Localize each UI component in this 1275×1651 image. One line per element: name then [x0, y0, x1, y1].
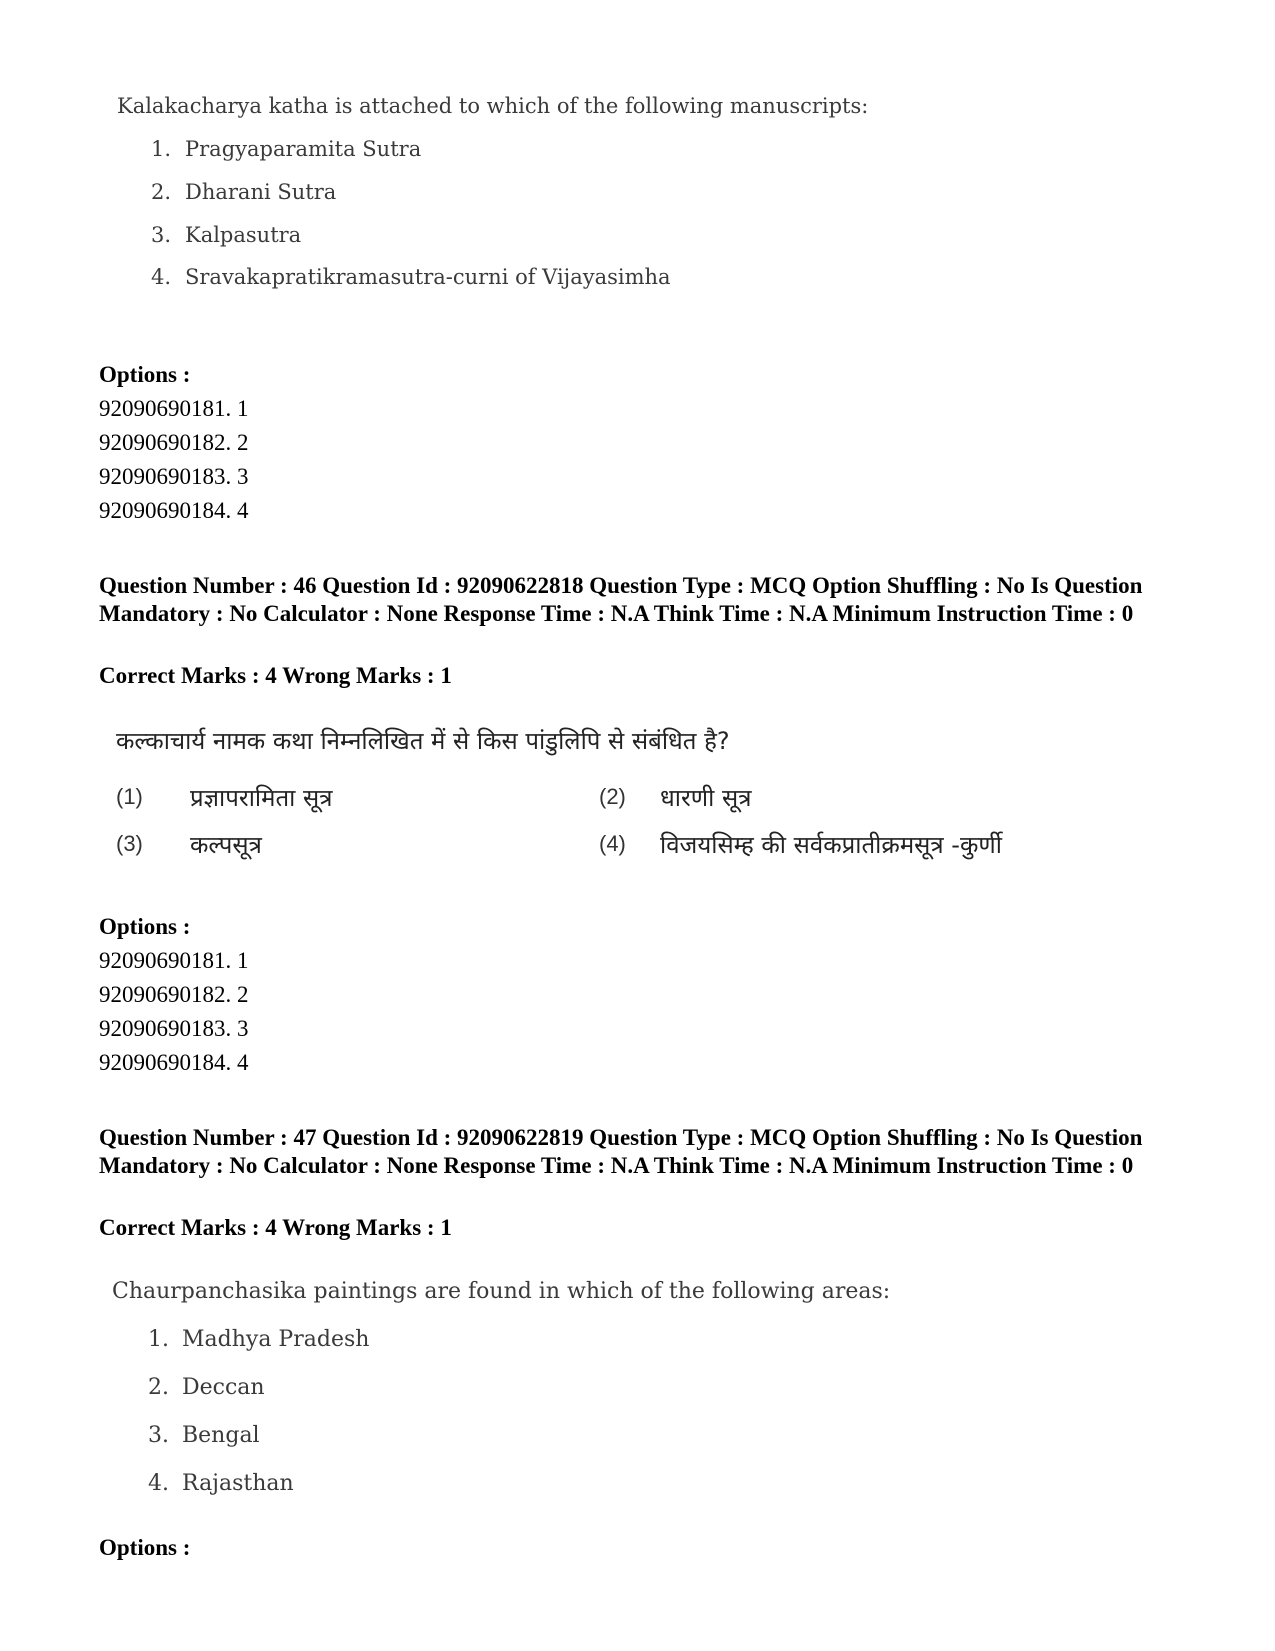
question-45-stem: Kalakacharya katha is attached to which of the following manuscripts:	[117, 94, 869, 118]
options-label: Options :	[99, 914, 191, 939]
option-line: 92090690184. 4	[99, 1050, 249, 1075]
list-item: 4. Rajasthan	[148, 1471, 294, 1496]
list-item: 2. Deccan	[148, 1375, 265, 1400]
list-item: 1. Madhya Pradesh	[148, 1327, 370, 1352]
list-item: 4. Sravakapratikramasutra-curni of Vijayasimha	[151, 265, 671, 289]
option-number: (1)	[116, 784, 143, 809]
question-47-stem: Chaurpanchasika paintings are found in which of the following areas:	[112, 1279, 891, 1304]
option-number: (4)	[599, 831, 626, 856]
option-line: 92090690182. 2	[99, 982, 249, 1007]
option-line: 92090690183. 3	[99, 1016, 249, 1041]
question-46-meta: Question Number : 46 Question Id : 92090622818 Question Type : MCQ Option Shuffling : No Is Question Mandatory : No Calculator : None Response Time : N.A Think Time : N.A Minimum Instruction Time : 0	[99, 573, 1143, 626]
option-line: 92090690182. 2	[99, 430, 249, 455]
option-text: प्रज्ञापरामिता सूत्र	[190, 784, 333, 812]
option-line: 92090690181. 1	[99, 396, 249, 421]
option-text: कल्पसूत्र	[190, 831, 262, 859]
question-46-stem: कल्काचार्य नामक कथा निम्नलिखित में से किस पांडुलिपि से संबंधित है?	[116, 727, 730, 755]
option-number: (2)	[599, 784, 626, 809]
option-text: धारणी सूत्र	[660, 784, 752, 812]
option-text: विजयसिम्ह की सर्वकप्रातीक्रमसूत्र -कुर्णी	[660, 831, 1002, 859]
list-item: 3. Bengal	[148, 1423, 260, 1448]
list-item: 3. Kalpasutra	[151, 223, 302, 247]
option-line: 92090690184. 4	[99, 498, 249, 523]
list-item: 2. Dharani Sutra	[151, 180, 337, 204]
question-46-marks: Correct Marks : 4 Wrong Marks : 1	[99, 663, 452, 688]
question-47-meta: Question Number : 47 Question Id : 92090622819 Question Type : MCQ Option Shuffling : No Is Question Mandatory : No Calculator : None Response Time : N.A Think Time : N.A Minimum Instruction Time : 0	[99, 1125, 1143, 1178]
option-number: (3)	[116, 831, 143, 856]
options-label: Options :	[99, 362, 191, 387]
question-47-marks: Correct Marks : 4 Wrong Marks : 1	[99, 1215, 452, 1240]
option-line: 92090690181. 1	[99, 948, 249, 973]
list-item: 1. Pragyaparamita Sutra	[151, 137, 422, 161]
option-line: 92090690183. 3	[99, 464, 249, 489]
options-label: Options :	[99, 1535, 191, 1560]
